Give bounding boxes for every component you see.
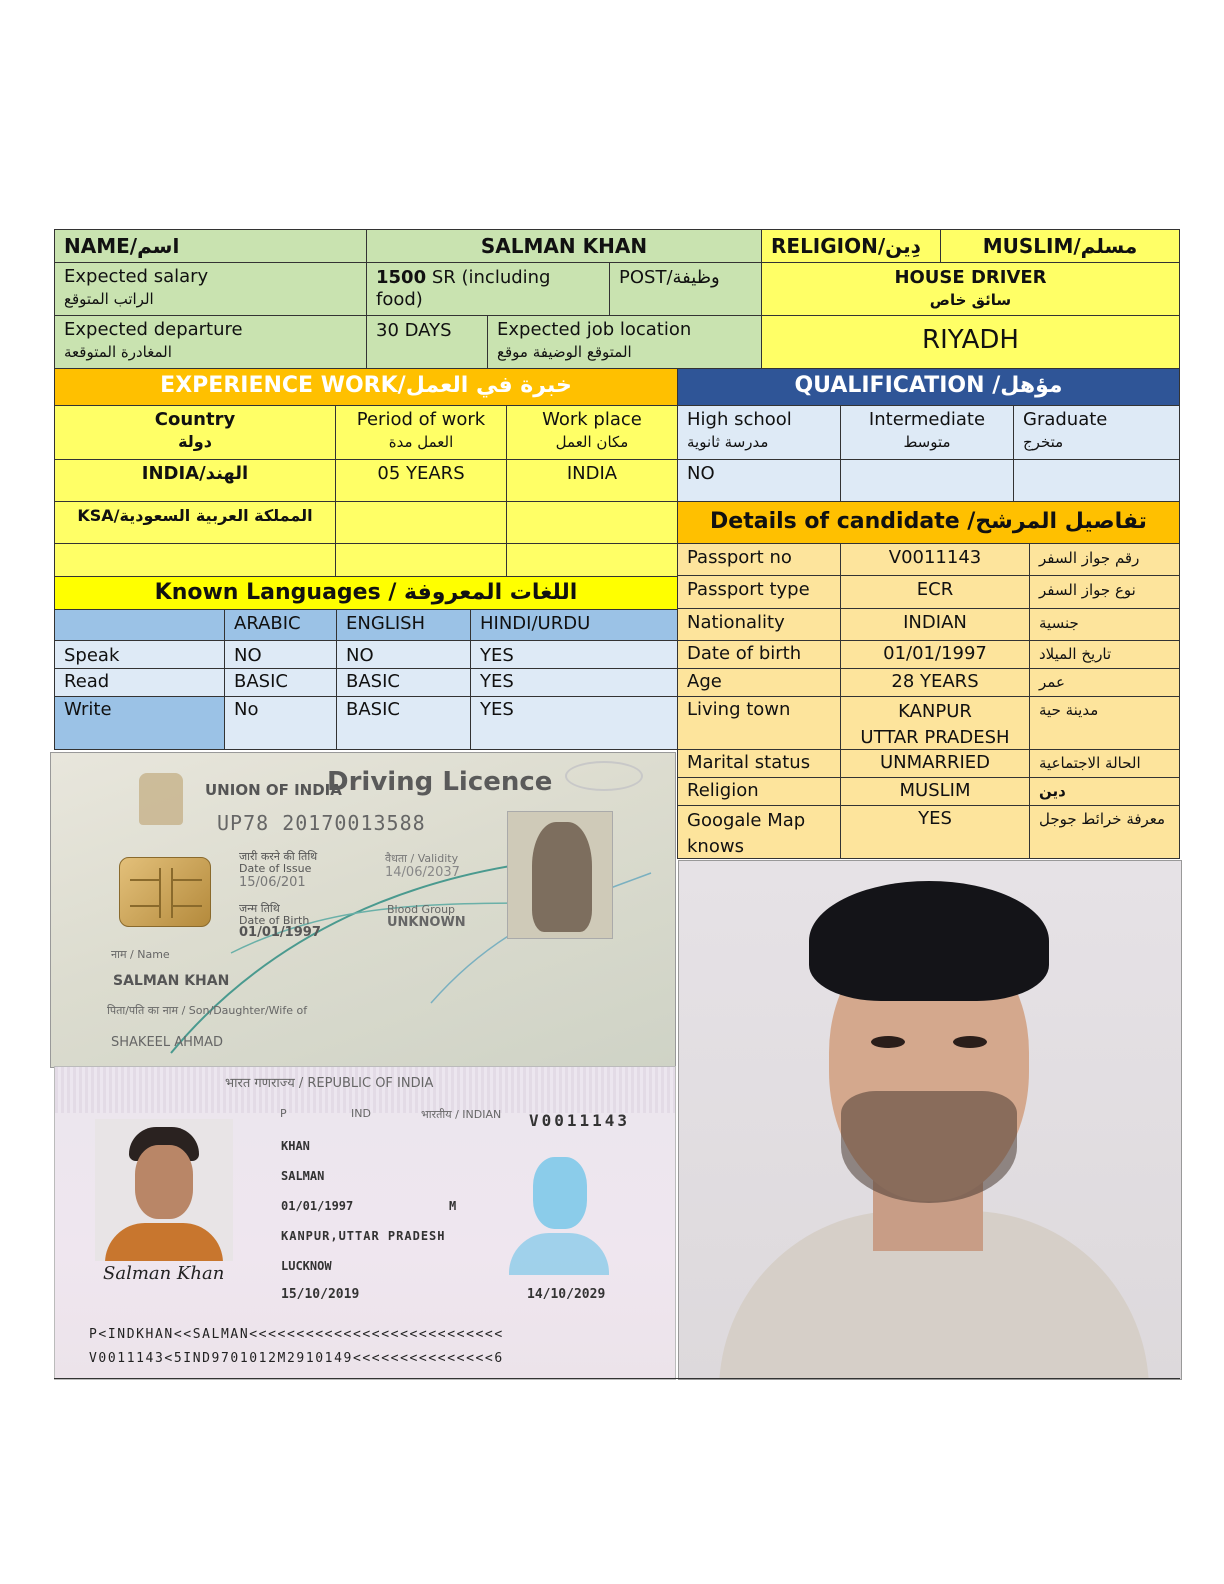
name-value: SALMAN KHAN bbox=[366, 229, 762, 263]
qual-high-value: NO bbox=[677, 459, 841, 502]
licence-photo-portrait bbox=[532, 822, 592, 932]
lang-cell: YES bbox=[470, 640, 678, 669]
details-value: MUSLIM bbox=[840, 777, 1030, 806]
details-label: Passport no bbox=[677, 543, 841, 576]
post-value-ar: سائق خاص bbox=[929, 291, 1012, 309]
departure-label-ar: المغادرة المتوقعة bbox=[64, 343, 172, 361]
religion-value: MUSLIM/مسلم bbox=[940, 229, 1180, 263]
salary-label-ar: الراتب المتوقع bbox=[64, 290, 154, 308]
passport-number: V0011143 bbox=[529, 1111, 631, 1130]
page-frame-bottom bbox=[54, 1378, 1180, 1379]
licence-photo bbox=[507, 811, 613, 939]
qual-high bbox=[677, 405, 841, 460]
lang-col-header: HINDI/URDU bbox=[470, 609, 678, 641]
licence-blood-label: Blood Group bbox=[387, 903, 456, 916]
passport-sex: M bbox=[449, 1199, 457, 1213]
exp-col-period-en: Period of work bbox=[356, 409, 486, 430]
details-value bbox=[840, 696, 1030, 750]
living-town-line1: KANPUR bbox=[898, 701, 972, 722]
lang-skill: Speak bbox=[54, 640, 225, 669]
photo-eye-right bbox=[953, 1036, 987, 1048]
qualification-title: QUALIFICATION /مؤهل bbox=[677, 368, 1180, 406]
details-value: ECR bbox=[840, 575, 1030, 609]
details-value: 01/01/1997 bbox=[840, 640, 1030, 669]
details-label: Date of birth bbox=[677, 640, 841, 669]
photo-beard bbox=[841, 1091, 1017, 1203]
licence-issue-label-hi: जारी करने की तिथि bbox=[239, 850, 318, 863]
experience-title: EXPERIENCE WORK/خبرة في العمل bbox=[54, 368, 678, 406]
candidate-photo bbox=[678, 860, 1182, 1380]
details-ar: الحالة الاجتماعية bbox=[1029, 749, 1180, 778]
exp-row-country: KSA/المملكة العربية السعودية bbox=[54, 501, 336, 544]
licence-issue-date: 15/06/201 bbox=[239, 875, 306, 890]
passport-header: भारत गणराज्य / REPUBLIC OF INDIA bbox=[225, 1076, 434, 1091]
lang-skill: Write bbox=[54, 696, 225, 750]
exp-col-period bbox=[335, 405, 507, 460]
exp-row-period: 05 YEARS bbox=[335, 459, 507, 502]
licence-union: UNION OF INDIA bbox=[205, 781, 342, 799]
lang-cell: BASIC bbox=[336, 696, 471, 750]
licence-blood-value: UNKNOWN bbox=[387, 915, 466, 930]
licence-issue-label bbox=[239, 851, 317, 875]
lang-cell: BASIC bbox=[336, 668, 471, 697]
details-ar: معرفة خرائط جوجل bbox=[1029, 805, 1180, 859]
google-map-line2: knows bbox=[687, 836, 744, 857]
salary-rest: SR (including food) bbox=[376, 267, 551, 310]
licence-dob: 01/01/1997 bbox=[239, 925, 321, 940]
exp-row-period bbox=[335, 543, 507, 577]
passport-ghost-head bbox=[533, 1157, 587, 1229]
lang-cell: NO bbox=[336, 640, 471, 669]
lang-cell: YES bbox=[470, 668, 678, 697]
details-ar: نوع جواز السفر bbox=[1029, 575, 1180, 609]
details-label: Religion bbox=[677, 777, 841, 806]
google-map-line1: Googale Map bbox=[687, 810, 806, 831]
details-label: Living town bbox=[677, 696, 841, 750]
details-ar: تاريخ الميلاد bbox=[1029, 640, 1180, 669]
chip-icon bbox=[119, 857, 211, 927]
salary-label bbox=[54, 262, 367, 316]
details-ar: رقم جواز السفر bbox=[1029, 543, 1180, 576]
details-label bbox=[677, 805, 841, 859]
exp-col-place-en: Work place bbox=[542, 409, 642, 430]
exp-col-country-ar: دولة bbox=[178, 432, 212, 451]
licence-name: SALMAN KHAN bbox=[113, 973, 230, 989]
lang-col-header: ENGLISH bbox=[336, 609, 471, 641]
exp-col-country bbox=[54, 405, 336, 460]
licence-dob-label-hi: जन्म तिथि bbox=[239, 902, 280, 915]
licence-dob-label bbox=[239, 903, 309, 927]
qual-grad-ar: متخرج bbox=[1023, 433, 1064, 451]
passport-photo-shirt bbox=[105, 1223, 223, 1261]
lang-cell: No bbox=[224, 696, 337, 750]
post-label: POST/وظيفة bbox=[609, 262, 762, 316]
passport-expiry-date: 14/10/2029 bbox=[527, 1287, 606, 1302]
passport-signature: Salman Khan bbox=[103, 1263, 225, 1284]
details-ar: عمر bbox=[1029, 668, 1180, 697]
chip-lines-icon bbox=[120, 858, 212, 928]
emblem-icon bbox=[139, 773, 183, 825]
exp-row-country: INDIA/الهند bbox=[54, 459, 336, 502]
driving-licence-image bbox=[50, 752, 676, 1068]
salary-label-en: Expected salary bbox=[64, 266, 209, 287]
lang-skill: Read bbox=[54, 668, 225, 697]
details-label: Marital status bbox=[677, 749, 841, 778]
exp-col-period-ar: العمل مدة bbox=[388, 433, 454, 451]
passport-dob: 01/01/1997 bbox=[281, 1199, 354, 1213]
details-value: YES bbox=[840, 805, 1030, 859]
passport-photo bbox=[95, 1119, 233, 1261]
details-ar: دين bbox=[1029, 777, 1180, 806]
qual-high-ar: مدرسة ثانوية bbox=[687, 433, 769, 451]
name-label: NAME/اسم bbox=[54, 229, 367, 263]
details-ar: مدينة حية bbox=[1029, 696, 1180, 750]
licence-hologram-icon bbox=[565, 761, 643, 791]
details-value: V0011143 bbox=[840, 543, 1030, 576]
exp-col-place bbox=[506, 405, 678, 460]
exp-row-country bbox=[54, 543, 336, 577]
departure-label-en: Expected departure bbox=[64, 319, 243, 340]
passport-type: P bbox=[280, 1107, 287, 1120]
religion-label: RELIGION/دِين bbox=[761, 229, 941, 263]
licence-title: Driving Licence bbox=[327, 767, 553, 797]
details-label: Age bbox=[677, 668, 841, 697]
licence-number: UP78 20170013588 bbox=[217, 811, 426, 835]
exp-row-place bbox=[506, 543, 678, 577]
languages-title: Known Languages / اللغات المعروفة bbox=[54, 576, 678, 610]
qual-inter-en: Intermediate bbox=[868, 409, 986, 430]
qual-inter-ar: متوسط bbox=[903, 433, 951, 451]
salary-amount: 1500 bbox=[376, 267, 427, 288]
exp-col-place-ar: مكان العمل bbox=[555, 433, 629, 451]
departure-value: 30 DAYS bbox=[366, 315, 488, 369]
passport-ghost-body bbox=[509, 1233, 609, 1275]
departure-label bbox=[54, 315, 367, 369]
location-label-ar: المتوقع الوضيفة موقع bbox=[497, 343, 632, 361]
licence-relation-label: पिता/पति का नाम / Son/Daughter/Wife of bbox=[107, 1004, 308, 1017]
details-label: Passport type bbox=[677, 575, 841, 609]
post-value bbox=[761, 262, 1180, 316]
passport-place: KANPUR,UTTAR PRADESH bbox=[281, 1229, 446, 1243]
licence-validity-label: वैधता / Validity bbox=[385, 852, 459, 865]
licence-issue-label-en: Date of Issue bbox=[239, 862, 312, 875]
living-town-line2: UTTAR PRADESH bbox=[860, 727, 1010, 748]
qual-grad-value bbox=[1013, 459, 1180, 502]
passport-ghost-photo bbox=[503, 1147, 613, 1275]
post-value-en: HOUSE DRIVER bbox=[894, 267, 1047, 288]
lang-cell: YES bbox=[470, 696, 678, 750]
passport-image bbox=[54, 1066, 676, 1380]
licence-dob-label-en: Date of Birth bbox=[239, 914, 310, 927]
licence-validity-date: 14/06/2037 bbox=[385, 865, 460, 880]
photo-eye-left bbox=[871, 1036, 905, 1048]
passport-photo-face bbox=[135, 1145, 193, 1219]
exp-row-period bbox=[335, 501, 507, 544]
qual-grad bbox=[1013, 405, 1180, 460]
details-ar: جنسية bbox=[1029, 608, 1180, 641]
location-value: RIYADH bbox=[761, 315, 1180, 369]
licence-relation: SHAKEEL AHMAD bbox=[111, 1035, 224, 1050]
passport-nationality: भारतीय / INDIAN bbox=[421, 1108, 502, 1121]
qual-grad-en: Graduate bbox=[1023, 409, 1108, 430]
lang-col-header: ARABIC bbox=[224, 609, 337, 641]
details-value: UNMARRIED bbox=[840, 749, 1030, 778]
exp-row-place: INDIA bbox=[506, 459, 678, 502]
exp-col-country-en: Country bbox=[154, 409, 236, 430]
details-title: Details of candidate /تفاصيل المرشح bbox=[677, 501, 1180, 544]
location-label bbox=[487, 315, 762, 369]
qual-inter bbox=[840, 405, 1014, 460]
photo-hair bbox=[809, 881, 1049, 1001]
exp-row-place bbox=[506, 501, 678, 544]
lang-cell: NO bbox=[224, 640, 337, 669]
qual-inter-value bbox=[840, 459, 1014, 502]
qual-high-en: High school bbox=[687, 409, 792, 430]
location-label-en: Expected job location bbox=[497, 319, 692, 340]
passport-issue-date: 15/10/2019 bbox=[281, 1287, 360, 1302]
passport-code: IND bbox=[351, 1107, 371, 1120]
passport-given: SALMAN bbox=[281, 1169, 325, 1183]
passport-surname: KHAN bbox=[281, 1139, 310, 1153]
details-value: INDIAN bbox=[840, 608, 1030, 641]
details-value: 28 YEARS bbox=[840, 668, 1030, 697]
passport-mrz-line1: P<INDKHAN<<SALMAN<<<<<<<<<<<<<<<<<<<<<<<<<<< bbox=[89, 1327, 504, 1342]
lang-cell: BASIC bbox=[224, 668, 337, 697]
details-label: Nationality bbox=[677, 608, 841, 641]
passport-mrz-line2: V0011143<5IND9701012M2910149<<<<<<<<<<<<<<<6 bbox=[89, 1351, 504, 1366]
licence-name-label: नाम / Name bbox=[111, 948, 170, 961]
passport-issue-place: LUCKNOW bbox=[281, 1259, 332, 1273]
lang-header-blank bbox=[54, 609, 225, 641]
salary-value bbox=[366, 262, 610, 316]
